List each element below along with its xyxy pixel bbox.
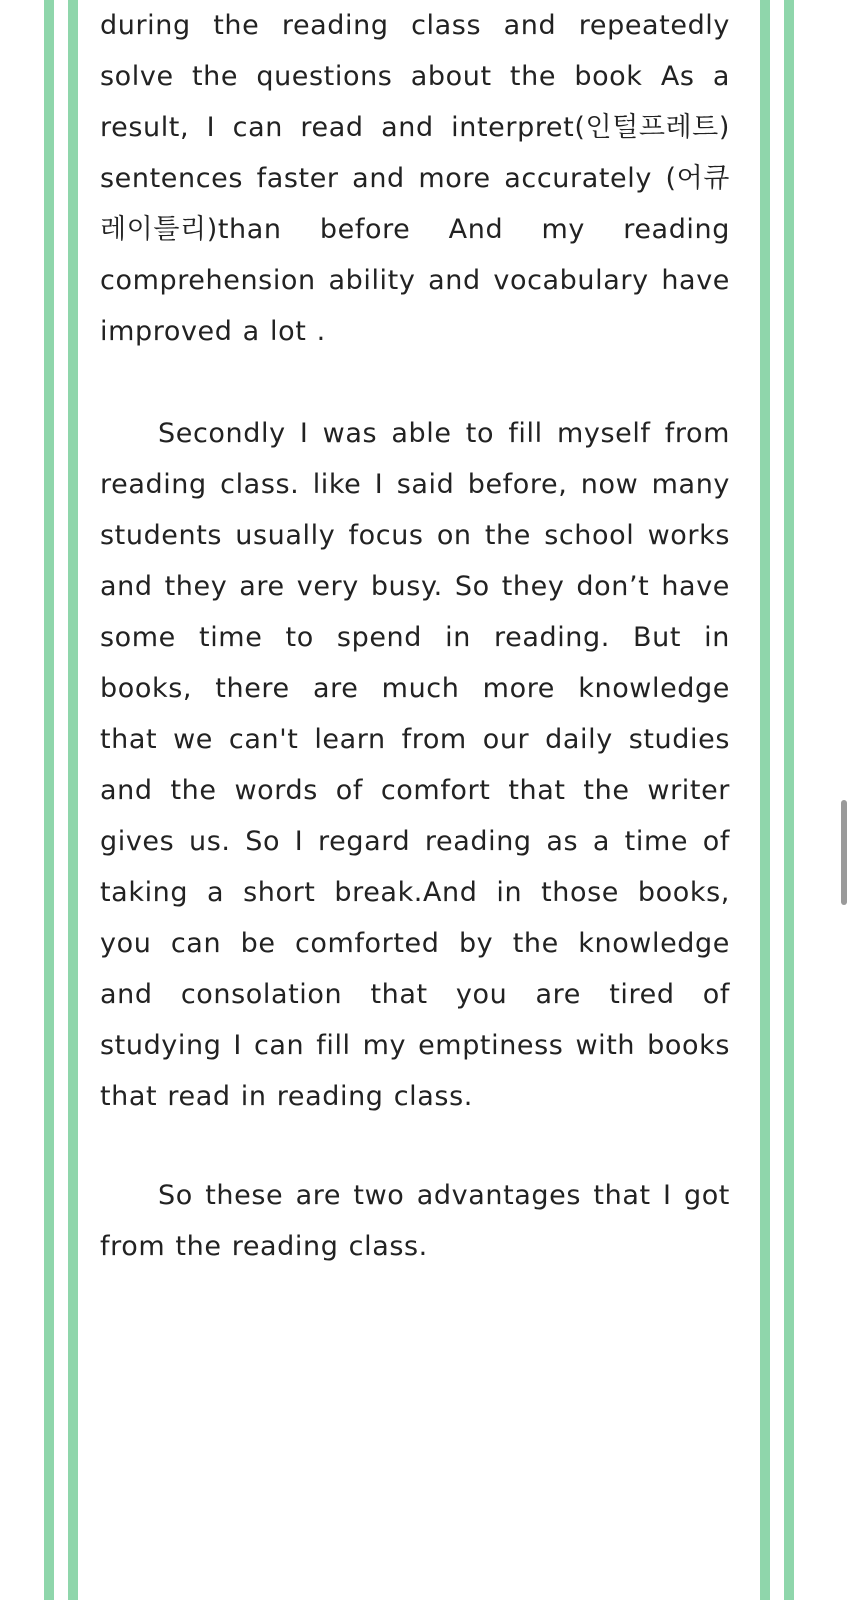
scrollbar[interactable]: [842, 0, 850, 1600]
left-stripe-inner: [68, 0, 78, 1600]
right-stripe-inner: [760, 0, 770, 1600]
paragraph-spacer: [100, 1122, 730, 1170]
right-stripe-outer: [784, 0, 794, 1600]
paragraph-continued: during the reading class and repeatedly solve the questions about the book As a result, I can read and interpret(인털프레트) sentences faster and more accurately (어큐레이틀리)than before And my reading comprehension ability and vocabulary have improved a lot .: [100, 10, 730, 347]
scrollbar-thumb[interactable]: [841, 800, 847, 905]
document-page: [100, 0, 730, 1600]
paragraph-secondly: Secondly I was able to fill myself from reading class. like I said before, now many students usually focus on the school works and they are very busy. So they don’t have some time to spend in reading. But in books, there are much more knowledge that we can't learn from our daily studies and the words of comfort that the writer gives us. So I regard reading as a time of taking a short break.And in those books, you can be comforted by the knowledge and consolation that you are tired of studying I can fill my emptiness with books that read in reading class.: [100, 418, 730, 1112]
paragraph-spacer: [100, 357, 730, 408]
left-stripe-outer: [44, 0, 54, 1600]
paragraph-conclusion: So these are two advantages that I got from the reading class.: [100, 1180, 730, 1262]
